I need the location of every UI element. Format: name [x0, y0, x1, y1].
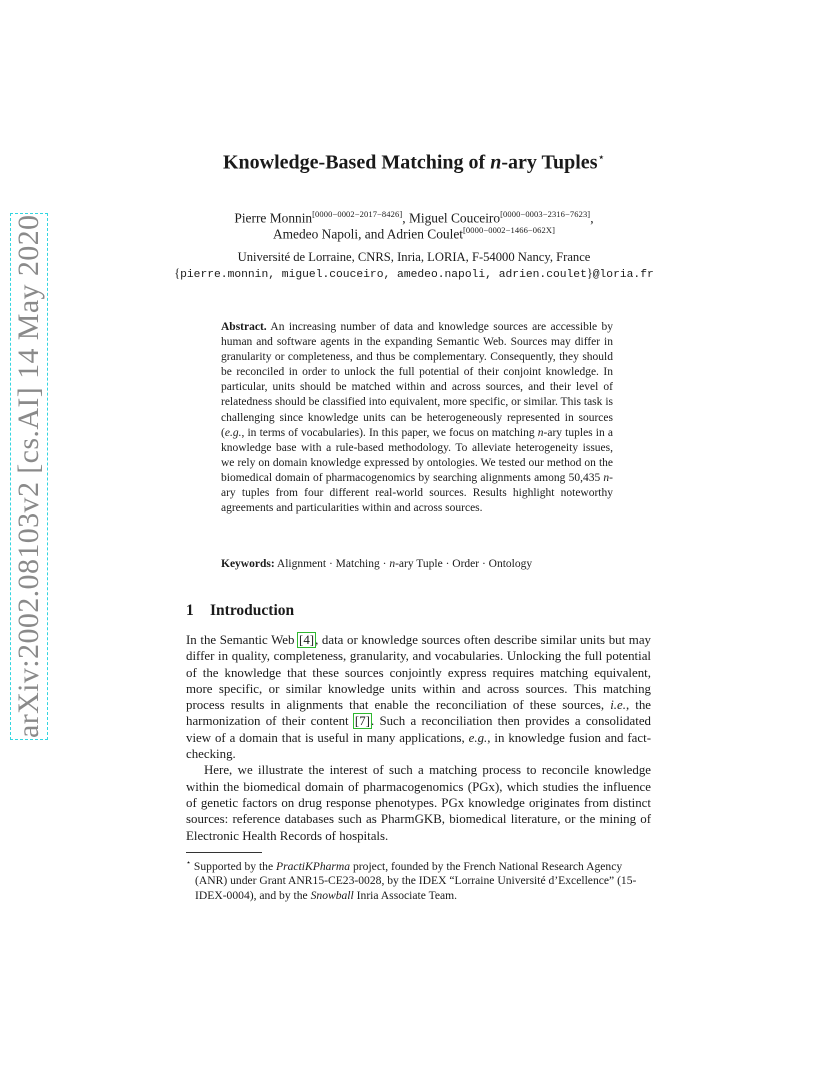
- citation-link-4[interactable]: [4]: [299, 633, 315, 647]
- author-line-2: Amedeo Napoli, and Adrien Coulet[0000−0002−1466−062X]: [272, 225, 556, 242]
- intro-paragraph-2: Here, we illustrate the interest of such a matching process to reconcile knowledge within the biomedical domain of pharmacogenomics (PGx), which studies the influence of genetic factors on drug response phenotypes. PGx knowledge originates from distinct sources: reference databases such as PharmGKB, biomedical literature, or the mining of Electronic Health Records of hospitals.: [186, 763, 651, 843]
- footnote-mark: ⋆: [186, 858, 192, 867]
- orcid-couceiro: [0000−0003−2316−7623]: [500, 209, 591, 219]
- author-emails: {pierre.monnin, miguel.couceiro, amedeo.napoli, adrien.coulet}@loria.fr: [174, 266, 654, 281]
- arxiv-identifier-link[interactable]: arXiv:2002.08103v2 [cs.AI] 14 May 2020: [12, 214, 45, 738]
- intro-body: [186, 632, 651, 844]
- title-footnote-mark: ⋆: [597, 150, 605, 164]
- keywords: Keywords: Alignment · Matching · n-ary Tuple · Order · Ontology: [221, 558, 533, 570]
- abstract-label: Abstract.: [221, 321, 267, 333]
- affiliation: Université de Lorraine, CNRS, Inria, LORIA, F-54000 Nancy, France: [237, 250, 591, 264]
- intro-paragraph-1: In the Semantic Web [4], data or knowledge sources often describe similar units but may differ in quality, completeness, granularity, and vocabularies. Unlocking the full potential of the knowledge that these sources conjointly express requires matching equivalent, more specific, or similar knowledge units within and across sources. This matching process results in alignments that enable the reconciliation of these sources, i.e., the harmonization of their content [7]. Such a reconciliation then provides a consolidated view of a domain that is useful in many applications, e.g., in knowledge fusion and fact-checking.: [186, 633, 651, 762]
- keywords-label: Keywords:: [221, 558, 275, 570]
- abstract: Abstract. An increasing number of data and knowledge sources are accessible by human and software agents in the expanding Semantic Web. Sources may differ in granularity or completeness, and thus be complementary. Consequently, they should be reconciled in order to unlock the full potential of their conjoint knowledge. In particular, units should be matched within and across sources, and their level of relatedness should be classified into equivalent, more specific, or similar. This task is challenging since knowledge units can be heterogeneously represented in sources (e.g., in terms of vocabularies). In this paper, we focus on matching n-ary tuples in a knowledge base with a rule-based methodology. To alleviate heterogeneity issues, we rely on domain knowledge expressed by ontologies. We tested our method on the biomedical domain of pharmacogenomics by searching alignments among 50,435 n-ary tuples from four different real-world sources. Results highlight noteworthy agreements and particularities within and across sources.: [221, 321, 613, 515]
- orcid-coulet: [0000−0002−1466−062X]: [463, 225, 556, 235]
- orcid-monnin: [0000−0002−2017−8426]: [312, 209, 403, 219]
- section-number: 1: [186, 602, 194, 619]
- citation-link-7[interactable]: [7]: [354, 714, 370, 729]
- footnote: ⋆ Supported by the PractiKPharma project, founded by the French National Research Agency (ANR) under Grant ANR15-CE23-0028, by the IDEX “Lorraine Université d’Excellence” (15-IDEX-0004), and by the Snowball Inria Associate Team.: [186, 858, 637, 902]
- section-heading: [186, 602, 294, 620]
- section-title: Introduction: [210, 602, 295, 619]
- paper-title: Knowledge-Based Matching of n-ary Tuples⋆: [222, 150, 605, 174]
- footnote-divider: [186, 852, 262, 853]
- author-line-1: Pierre Monnin[0000−0002−2017−8426], Miguel Couceiro[0000−0003−2316−7623],: [234, 209, 594, 226]
